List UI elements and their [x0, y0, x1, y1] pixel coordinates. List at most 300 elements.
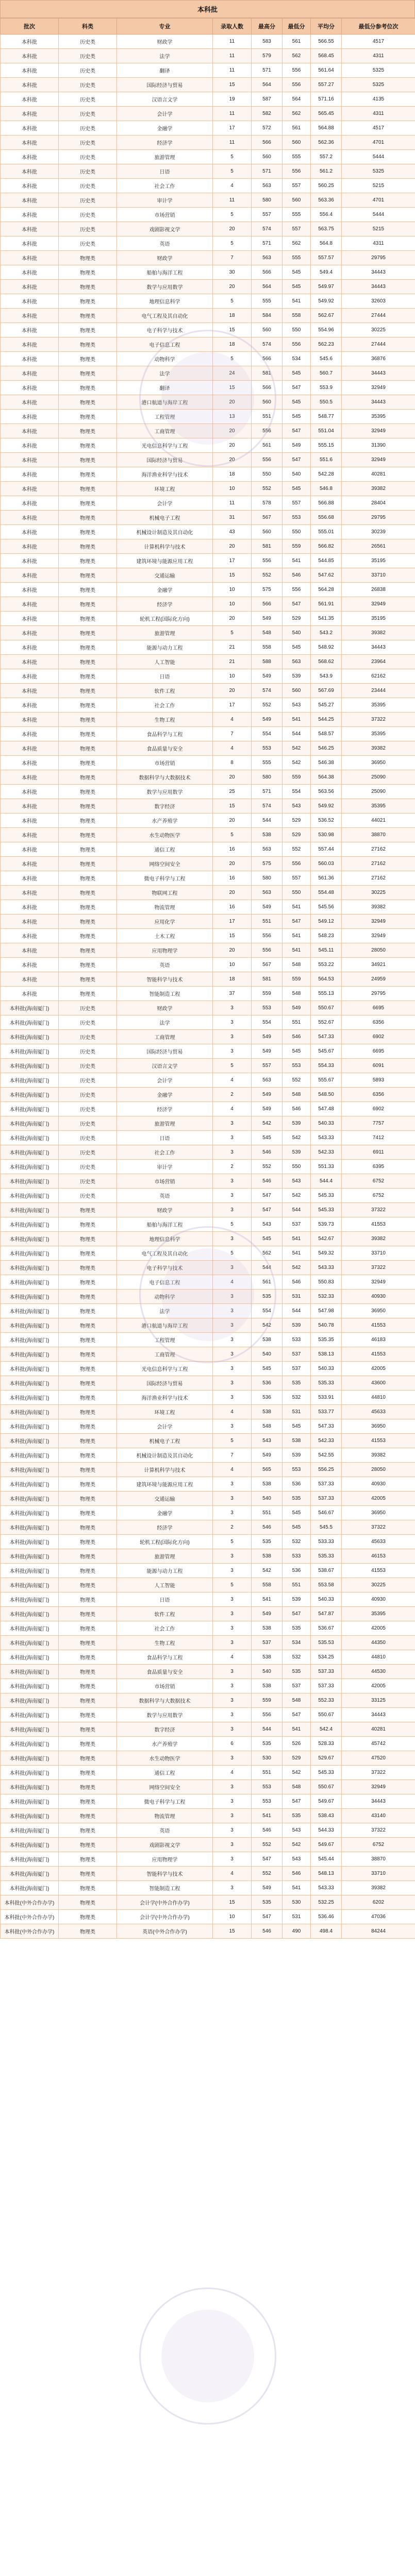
cell-batch: 本科批(海南厦门) — [1, 1275, 59, 1290]
cell-min-rank: 30225 — [342, 886, 415, 900]
cell-major: 旅游管理 — [117, 1116, 213, 1131]
cell-batch: 本科批(海南厦门) — [1, 1419, 59, 1434]
cell-subject-type: 历史类 — [59, 107, 117, 121]
cell-admitted-count: 3 — [213, 1823, 252, 1838]
cell-major: 电子科学与技术 — [117, 323, 213, 337]
cell-min-rank: 35395 — [342, 727, 415, 741]
cell-admitted-count: 3 — [213, 1592, 252, 1607]
cell-avg-score: 550.67 — [311, 1780, 342, 1794]
cell-subject-type: 物理类 — [59, 842, 117, 857]
cell-max-score: 583 — [252, 35, 283, 49]
cell-major: 金融学 — [117, 121, 213, 135]
table-row — [1, 323, 415, 337]
cell-max-score: 549 — [252, 612, 283, 626]
cell-min-rank: 4517 — [342, 121, 415, 135]
cell-batch: 本科批(海南厦门) — [1, 1203, 59, 1217]
cell-max-score: 552 — [252, 1838, 283, 1852]
cell-min-score: 537 — [283, 1679, 311, 1693]
cell-min-rank: 5325 — [342, 78, 415, 92]
cell-min-score: 537 — [283, 1217, 311, 1232]
cell-min-rank: 27162 — [342, 871, 415, 886]
cell-subject-type: 物理类 — [59, 914, 117, 929]
cell-max-score: 560 — [252, 150, 283, 164]
cell-avg-score: 564.88 — [311, 121, 342, 135]
cell-batch: 本科批(海南厦门) — [1, 1015, 59, 1030]
cell-batch: 本科批 — [1, 640, 59, 655]
cell-subject-type: 物理类 — [59, 1708, 117, 1722]
table-title: 本科批 — [0, 0, 415, 18]
cell-avg-score: 542.67 — [311, 1232, 342, 1246]
cell-batch: 本科批 — [1, 107, 59, 121]
cell-min-rank: 41553 — [342, 1318, 415, 1333]
cell-avg-score: 560.25 — [311, 179, 342, 193]
cell-min-rank: 34443 — [342, 265, 415, 280]
cell-max-score: 572 — [252, 121, 283, 135]
cell-max-score: 546 — [252, 1823, 283, 1838]
cell-admitted-count: 15 — [213, 78, 252, 92]
cell-subject-type: 物理类 — [59, 410, 117, 424]
cell-batch: 本科批 — [1, 597, 59, 612]
cell-min-rank: 40930 — [342, 1477, 415, 1492]
cell-subject-type: 物理类 — [59, 1693, 117, 1708]
cell-major: 审计学 — [117, 193, 213, 208]
cell-subject-type: 物理类 — [59, 1261, 117, 1275]
cell-min-rank: 4135 — [342, 92, 415, 107]
cell-admitted-count: 3 — [213, 1506, 252, 1520]
table-row — [1, 1665, 415, 1679]
cell-avg-score: 535.33 — [311, 1549, 342, 1564]
cell-admitted-count: 20 — [213, 814, 252, 828]
cell-max-score: 535 — [252, 1535, 283, 1549]
cell-max-score: 530 — [252, 1751, 283, 1766]
cell-major: 旅游管理 — [117, 626, 213, 640]
table-row — [1, 1477, 415, 1492]
table-row — [1, 987, 415, 1001]
cell-subject-type: 物理类 — [59, 741, 117, 756]
cell-subject-type: 物理类 — [59, 828, 117, 842]
cell-batch: 本科批 — [1, 539, 59, 554]
cell-major: 翻译 — [117, 381, 213, 395]
cell-major: 交通运输 — [117, 568, 213, 583]
cell-subject-type: 物理类 — [59, 265, 117, 280]
cell-min-score: 542 — [283, 1838, 311, 1852]
cell-min-score: 560 — [283, 193, 311, 208]
cell-min-score: 544 — [283, 1304, 311, 1318]
cell-subject-type: 物理类 — [59, 1910, 117, 1924]
cell-major: 社会工作 — [117, 1621, 213, 1636]
cell-avg-score: 555.15 — [311, 438, 342, 453]
cell-min-score: 545 — [283, 280, 311, 294]
cell-batch: 本科批 — [1, 857, 59, 871]
cell-admitted-count: 30 — [213, 265, 252, 280]
cell-major: 市场营销 — [117, 756, 213, 770]
table-row — [1, 453, 415, 467]
cell-min-score: 543 — [283, 1823, 311, 1838]
cell-batch: 本科批(海南厦门) — [1, 1477, 59, 1492]
cell-subject-type: 物理类 — [59, 713, 117, 727]
cell-admitted-count: 7 — [213, 251, 252, 265]
cell-batch: 本科批(海南厦门) — [1, 1189, 59, 1203]
cell-batch: 本科批 — [1, 150, 59, 164]
table-row — [1, 265, 415, 280]
cell-admitted-count: 4 — [213, 1405, 252, 1419]
cell-major: 数字经济 — [117, 1722, 213, 1737]
cell-min-rank: 34443 — [342, 395, 415, 410]
cell-major: 电子科学与技术 — [117, 1261, 213, 1275]
cell-max-score: 547 — [252, 1910, 283, 1924]
cell-major: 计算机科学与技术 — [117, 539, 213, 554]
cell-min-score: 561 — [283, 121, 311, 135]
cell-major: 应用物理学 — [117, 1852, 213, 1867]
cell-admitted-count: 4 — [213, 1867, 252, 1881]
header-avg-score: 平均分 — [311, 19, 342, 35]
cell-max-score: 581 — [252, 539, 283, 554]
cell-max-score: 549 — [252, 1607, 283, 1621]
cell-max-score: 542 — [252, 1564, 283, 1578]
cell-subject-type: 物理类 — [59, 1607, 117, 1621]
cell-subject-type: 历史类 — [59, 1189, 117, 1203]
cell-batch: 本科批 — [1, 309, 59, 323]
cell-min-score: 548 — [283, 1693, 311, 1708]
cell-avg-score: 557.57 — [311, 251, 342, 265]
cell-batch: 本科批 — [1, 294, 59, 309]
cell-avg-score: 564.28 — [311, 583, 342, 597]
cell-subject-type: 物理类 — [59, 597, 117, 612]
cell-batch: 本科批 — [1, 900, 59, 914]
cell-avg-score: 568.45 — [311, 49, 342, 63]
cell-subject-type: 物理类 — [59, 1564, 117, 1578]
cell-min-score: 542 — [283, 1131, 311, 1145]
table-row — [1, 727, 415, 741]
cell-min-rank: 44810 — [342, 1650, 415, 1665]
cell-batch: 本科批(海南厦门) — [1, 1607, 59, 1621]
cell-major: 交通运输 — [117, 1492, 213, 1506]
cell-major: 经济学 — [117, 135, 213, 150]
cell-batch: 本科批(海南厦门) — [1, 1852, 59, 1867]
cell-min-rank: 32949 — [342, 597, 415, 612]
cell-min-rank: 41553 — [342, 1564, 415, 1578]
cell-avg-score: 554.48 — [311, 886, 342, 900]
cell-min-rank: 27444 — [342, 309, 415, 323]
cell-min-rank: 36950 — [342, 756, 415, 770]
cell-major: 动物科学 — [117, 352, 213, 366]
cell-admitted-count: 10 — [213, 597, 252, 612]
cell-major: 市场营销 — [117, 208, 213, 222]
cell-batch: 本科批 — [1, 35, 59, 49]
cell-min-score: 545 — [283, 1044, 311, 1059]
cell-major: 日语 — [117, 669, 213, 684]
cell-min-score: 546 — [283, 1275, 311, 1290]
cell-avg-score: 548.77 — [311, 410, 342, 424]
cell-min-rank: 33710 — [342, 1246, 415, 1261]
cell-subject-type: 历史类 — [59, 193, 117, 208]
table-row — [1, 525, 415, 539]
cell-avg-score: 542.55 — [311, 1448, 342, 1463]
header-major: 专业 — [117, 19, 213, 35]
cell-min-score: 553 — [283, 1059, 311, 1073]
cell-avg-score: 561.91 — [311, 597, 342, 612]
cell-admitted-count: 5 — [213, 828, 252, 842]
cell-subject-type: 物理类 — [59, 1838, 117, 1852]
table-row — [1, 1217, 415, 1232]
cell-admitted-count: 3 — [213, 1001, 252, 1015]
cell-subject-type: 物理类 — [59, 1448, 117, 1463]
cell-admitted-count: 5 — [213, 294, 252, 309]
cell-subject-type: 物理类 — [59, 1290, 117, 1304]
cell-major: 汉语言文学 — [117, 92, 213, 107]
cell-major: 数据科学与大数据技术 — [117, 1693, 213, 1708]
cell-admitted-count: 3 — [213, 1722, 252, 1737]
cell-min-score: 557 — [283, 179, 311, 193]
cell-major: 电气工程及其自动化 — [117, 1246, 213, 1261]
cell-admitted-count: 2 — [213, 1520, 252, 1535]
cell-major: 通信工程 — [117, 1766, 213, 1780]
cell-max-score: 581 — [252, 972, 283, 987]
cell-max-score: 549 — [252, 669, 283, 684]
cell-avg-score: 549.67 — [311, 1838, 342, 1852]
cell-major: 会计学 — [117, 1419, 213, 1434]
cell-min-score: 533 — [283, 1549, 311, 1564]
cell-major: 数学与应用数学 — [117, 280, 213, 294]
cell-max-score: 544 — [252, 1722, 283, 1737]
cell-major: 经济学 — [117, 1102, 213, 1116]
cell-batch: 本科批 — [1, 914, 59, 929]
cell-max-score: 549 — [252, 1044, 283, 1059]
cell-major: 智能制造工程 — [117, 1881, 213, 1895]
cell-admitted-count: 3 — [213, 1564, 252, 1578]
cell-admitted-count: 3 — [213, 1030, 252, 1044]
cell-admitted-count: 20 — [213, 770, 252, 785]
cell-min-rank: 28404 — [342, 496, 415, 511]
cell-avg-score: 545.11 — [311, 943, 342, 958]
table-row — [1, 1535, 415, 1549]
table-row — [1, 1809, 415, 1823]
cell-batch: 本科批 — [1, 496, 59, 511]
cell-major: 地理信息科学 — [117, 1232, 213, 1246]
cell-batch: 本科批(海南厦门) — [1, 1261, 59, 1275]
cell-min-score: 490 — [283, 1924, 311, 1939]
cell-min-score: 535 — [283, 1621, 311, 1636]
cell-min-score: 550 — [283, 1160, 311, 1174]
cell-batch: 本科批 — [1, 727, 59, 741]
cell-min-rank: 27162 — [342, 842, 415, 857]
cell-min-rank: 42005 — [342, 1492, 415, 1506]
cell-major: 建筑环境与能源应用工程 — [117, 554, 213, 568]
cell-subject-type: 物理类 — [59, 1679, 117, 1693]
cell-major: 旅游管理 — [117, 1549, 213, 1564]
cell-max-score: 538 — [252, 1477, 283, 1492]
cell-avg-score: 551.04 — [311, 424, 342, 438]
cell-max-score: 545 — [252, 1362, 283, 1376]
table-row — [1, 1030, 415, 1044]
cell-avg-score: 532.25 — [311, 1895, 342, 1910]
cell-min-score: 538 — [283, 1434, 311, 1448]
cell-subject-type: 物理类 — [59, 554, 117, 568]
cell-min-rank: 4311 — [342, 49, 415, 63]
cell-avg-score: 563.36 — [311, 193, 342, 208]
cell-avg-score: 566.82 — [311, 539, 342, 554]
cell-min-rank: 40930 — [342, 1592, 415, 1607]
cell-min-score: 549 — [283, 1001, 311, 1015]
cell-batch: 本科批 — [1, 669, 59, 684]
cell-avg-score: 544.85 — [311, 554, 342, 568]
cell-major: 工商管理 — [117, 424, 213, 438]
cell-major: 会计学(中外合作办学) — [117, 1910, 213, 1924]
cell-min-rank: 32949 — [342, 424, 415, 438]
cell-admitted-count: 3 — [213, 1174, 252, 1189]
cell-batch: 本科批(海南厦门) — [1, 1679, 59, 1693]
cell-major: 金融学 — [117, 1088, 213, 1102]
cell-max-score: 551 — [252, 410, 283, 424]
cell-avg-score: 554.96 — [311, 323, 342, 337]
cell-batch: 本科批(海南厦门) — [1, 1376, 59, 1391]
cell-admitted-count: 3 — [213, 1290, 252, 1304]
cell-max-score: 542 — [252, 1116, 283, 1131]
cell-min-rank: 6395 — [342, 1160, 415, 1174]
cell-max-score: 543 — [252, 1217, 283, 1232]
cell-batch: 本科批 — [1, 63, 59, 78]
cell-major: 市场营销 — [117, 1679, 213, 1693]
cell-batch: 本科批 — [1, 525, 59, 539]
cell-batch: 本科批(海南厦门) — [1, 1794, 59, 1809]
cell-min-rank: 32949 — [342, 914, 415, 929]
cell-min-score: 529 — [283, 1751, 311, 1766]
cell-max-score: 555 — [252, 756, 283, 770]
cell-max-score: 549 — [252, 900, 283, 914]
cell-major: 轮机工程(国际化方向) — [117, 1535, 213, 1549]
cell-min-score: 535 — [283, 1665, 311, 1679]
cell-min-score: 552 — [283, 842, 311, 857]
cell-admitted-count: 3 — [213, 1693, 252, 1708]
cell-min-score: 545 — [283, 640, 311, 655]
cell-major: 食品质量与安全 — [117, 1665, 213, 1679]
cell-batch: 本科批(海南厦门) — [1, 1246, 59, 1261]
cell-min-rank: 5893 — [342, 1073, 415, 1088]
cell-batch: 本科批(海南厦门) — [1, 1362, 59, 1376]
cell-admitted-count: 5 — [213, 626, 252, 640]
cell-min-rank: 5215 — [342, 179, 415, 193]
table-row — [1, 1549, 415, 1564]
cell-max-score: 578 — [252, 496, 283, 511]
cell-min-score: 559 — [283, 539, 311, 554]
cell-admitted-count: 3 — [213, 1881, 252, 1895]
cell-admitted-count: 3 — [213, 1636, 252, 1650]
cell-min-rank: 5444 — [342, 208, 415, 222]
cell-max-score: 538 — [252, 828, 283, 842]
cell-subject-type: 历史类 — [59, 1131, 117, 1145]
cell-major: 工程管理 — [117, 1333, 213, 1347]
cell-avg-score: 544.4 — [311, 1174, 342, 1189]
cell-avg-score: 553.22 — [311, 958, 342, 972]
cell-max-score: 545 — [252, 1232, 283, 1246]
cell-batch: 本科批 — [1, 713, 59, 727]
cell-batch: 本科批 — [1, 78, 59, 92]
cell-avg-score: 534.25 — [311, 1650, 342, 1665]
cell-subject-type: 物理类 — [59, 1636, 117, 1650]
cell-batch: 本科批(海南厦门) — [1, 1304, 59, 1318]
cell-batch: 本科批(海南厦门) — [1, 1823, 59, 1838]
cell-subject-type: 物理类 — [59, 1823, 117, 1838]
table-row — [1, 1246, 415, 1261]
cell-min-rank: 42005 — [342, 1679, 415, 1693]
cell-avg-score: 529.67 — [311, 1751, 342, 1766]
cell-min-rank: 6902 — [342, 1102, 415, 1116]
cell-batch: 本科批(海南厦门) — [1, 1059, 59, 1073]
cell-min-rank: 41553 — [342, 1347, 415, 1362]
cell-subject-type: 物理类 — [59, 655, 117, 669]
cell-major: 财政学 — [117, 1203, 213, 1217]
cell-max-score: 538 — [252, 1650, 283, 1665]
cell-min-score: 552 — [283, 1073, 311, 1088]
cell-avg-score: 548.13 — [311, 1867, 342, 1881]
table-row — [1, 828, 415, 842]
cell-min-rank: 44530 — [342, 1665, 415, 1679]
cell-max-score: 563 — [252, 842, 283, 857]
cell-admitted-count: 7 — [213, 727, 252, 741]
cell-major: 软件工程 — [117, 1607, 213, 1621]
cell-admitted-count: 16 — [213, 900, 252, 914]
cell-subject-type: 物理类 — [59, 1405, 117, 1419]
cell-batch: 本科批(海南厦门) — [1, 1867, 59, 1881]
cell-batch: 本科批(海南厦门) — [1, 1405, 59, 1419]
cell-min-rank: 32949 — [342, 929, 415, 943]
cell-min-rank: 35395 — [342, 698, 415, 713]
table-row — [1, 251, 415, 265]
cell-subject-type: 物理类 — [59, 1549, 117, 1564]
cell-admitted-count: 3 — [213, 1838, 252, 1852]
table-row — [1, 280, 415, 294]
cell-max-score: 567 — [252, 958, 283, 972]
cell-max-score: 544 — [252, 1261, 283, 1275]
table-row — [1, 1275, 415, 1290]
cell-avg-score: 549.4 — [311, 265, 342, 280]
cell-min-rank: 45742 — [342, 1737, 415, 1751]
cell-batch: 本科批 — [1, 482, 59, 496]
cell-min-rank: 32949 — [342, 1780, 415, 1794]
cell-min-rank: 39382 — [342, 1232, 415, 1246]
cell-batch: 本科批 — [1, 943, 59, 958]
cell-min-rank: 45633 — [342, 1535, 415, 1549]
cell-major: 社会工作 — [117, 179, 213, 193]
cell-batch: 本科批 — [1, 438, 59, 453]
cell-admitted-count: 4 — [213, 1766, 252, 1780]
cell-min-rank: 39382 — [342, 626, 415, 640]
cell-max-score: 549 — [252, 1881, 283, 1895]
cell-min-rank: 4311 — [342, 236, 415, 251]
cell-min-rank: 35395 — [342, 1607, 415, 1621]
cell-min-score: 557 — [283, 222, 311, 236]
table-row — [1, 1621, 415, 1636]
cell-admitted-count: 20 — [213, 438, 252, 453]
cell-min-score: 541 — [283, 900, 311, 914]
cell-min-score: 534 — [283, 352, 311, 366]
cell-min-score: 537 — [283, 1362, 311, 1376]
cell-max-score: 565 — [252, 1463, 283, 1477]
table-row — [1, 741, 415, 756]
cell-subject-type: 物理类 — [59, 309, 117, 323]
cell-avg-score: 535.53 — [311, 1636, 342, 1650]
cell-admitted-count: 20 — [213, 684, 252, 698]
cell-min-score: 543 — [283, 799, 311, 814]
cell-admitted-count: 11 — [213, 193, 252, 208]
cell-batch: 本科批 — [1, 741, 59, 756]
cell-min-score: 542 — [283, 1766, 311, 1780]
table-row — [1, 496, 415, 511]
cell-min-score: 562 — [283, 236, 311, 251]
table-row — [1, 1895, 415, 1910]
cell-avg-score: 540.78 — [311, 1318, 342, 1333]
cell-min-score: 558 — [283, 309, 311, 323]
